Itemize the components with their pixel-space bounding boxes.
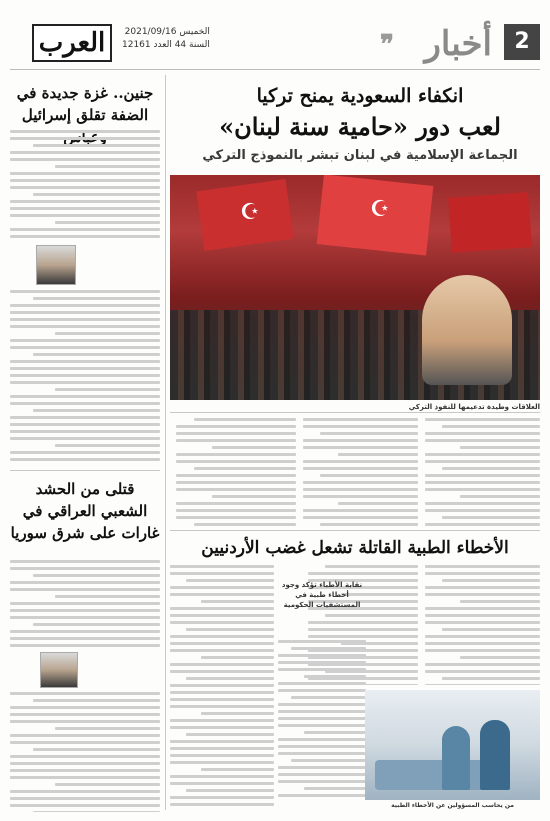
star-icon: ☪ xyxy=(240,200,260,225)
quote-mark-icon: ❞ xyxy=(380,30,394,60)
text-column xyxy=(10,692,160,812)
section-divider xyxy=(170,412,540,413)
text-column xyxy=(425,418,540,528)
text-column xyxy=(278,640,366,810)
doctor-shape xyxy=(480,720,510,790)
text-column xyxy=(425,565,540,685)
left-bottom-headline-block xyxy=(10,478,160,544)
main-photo-caption: العلاقات وطيدة تدعيمها للنفوذ التركي xyxy=(408,403,540,411)
page-number: 2 xyxy=(504,24,540,60)
main-subtitle: الجماعة الإسلامية في لبنان تبشر بالنموذج التركي xyxy=(202,148,518,163)
main-photo xyxy=(170,175,540,400)
text-column xyxy=(10,130,160,240)
hospital-photo-caption: من يحاسب المسؤولين عن الأخطاء الطبية xyxy=(391,802,514,809)
author-headshot xyxy=(36,245,76,285)
section-divider xyxy=(170,530,540,531)
text-column xyxy=(176,418,296,528)
page-header xyxy=(10,8,540,70)
bed-shape xyxy=(375,760,495,790)
main-kicker: انكفاء السعودية يمنح تركيا xyxy=(256,85,464,107)
portrait-shape xyxy=(422,275,512,385)
star-icon: ☪ xyxy=(370,197,390,222)
hospital-photo xyxy=(365,690,540,800)
newspaper-logo xyxy=(32,24,112,62)
text-column xyxy=(10,290,160,465)
lower-headline: الأخطاء الطبية القاتلة تشعل غضب الأردنيين xyxy=(201,538,509,558)
author-headshot xyxy=(40,652,78,688)
column-divider xyxy=(165,75,166,810)
section-title: أخبار xyxy=(424,24,492,64)
left-bottom-headline: قتلى من الحشد الشعبي العراقي في غارات على شرق سوريا xyxy=(10,480,160,542)
doctor-shape xyxy=(442,726,470,790)
main-headline-block xyxy=(180,82,540,163)
date-block xyxy=(122,26,210,52)
section-divider xyxy=(10,470,160,471)
flag-shape xyxy=(448,192,532,252)
issue-line: السنة 44 العدد 12161 xyxy=(122,40,210,50)
pull-quote: نقابة الأطباء تؤكد وجود أخطاء طبية في المستشفيات الحكومية xyxy=(281,581,363,609)
logo-text: العرب xyxy=(38,28,106,58)
date-line: الخميس 2021/09/16 xyxy=(124,27,210,37)
main-headline: لعب دور «حامية سنة لبنان» xyxy=(219,112,501,141)
text-column xyxy=(10,560,160,650)
left-top-headline: جنين.. غزة جديدة في الضفة تقلق إسرائيل xyxy=(16,84,154,124)
text-column xyxy=(303,418,418,528)
text-column xyxy=(170,565,274,810)
